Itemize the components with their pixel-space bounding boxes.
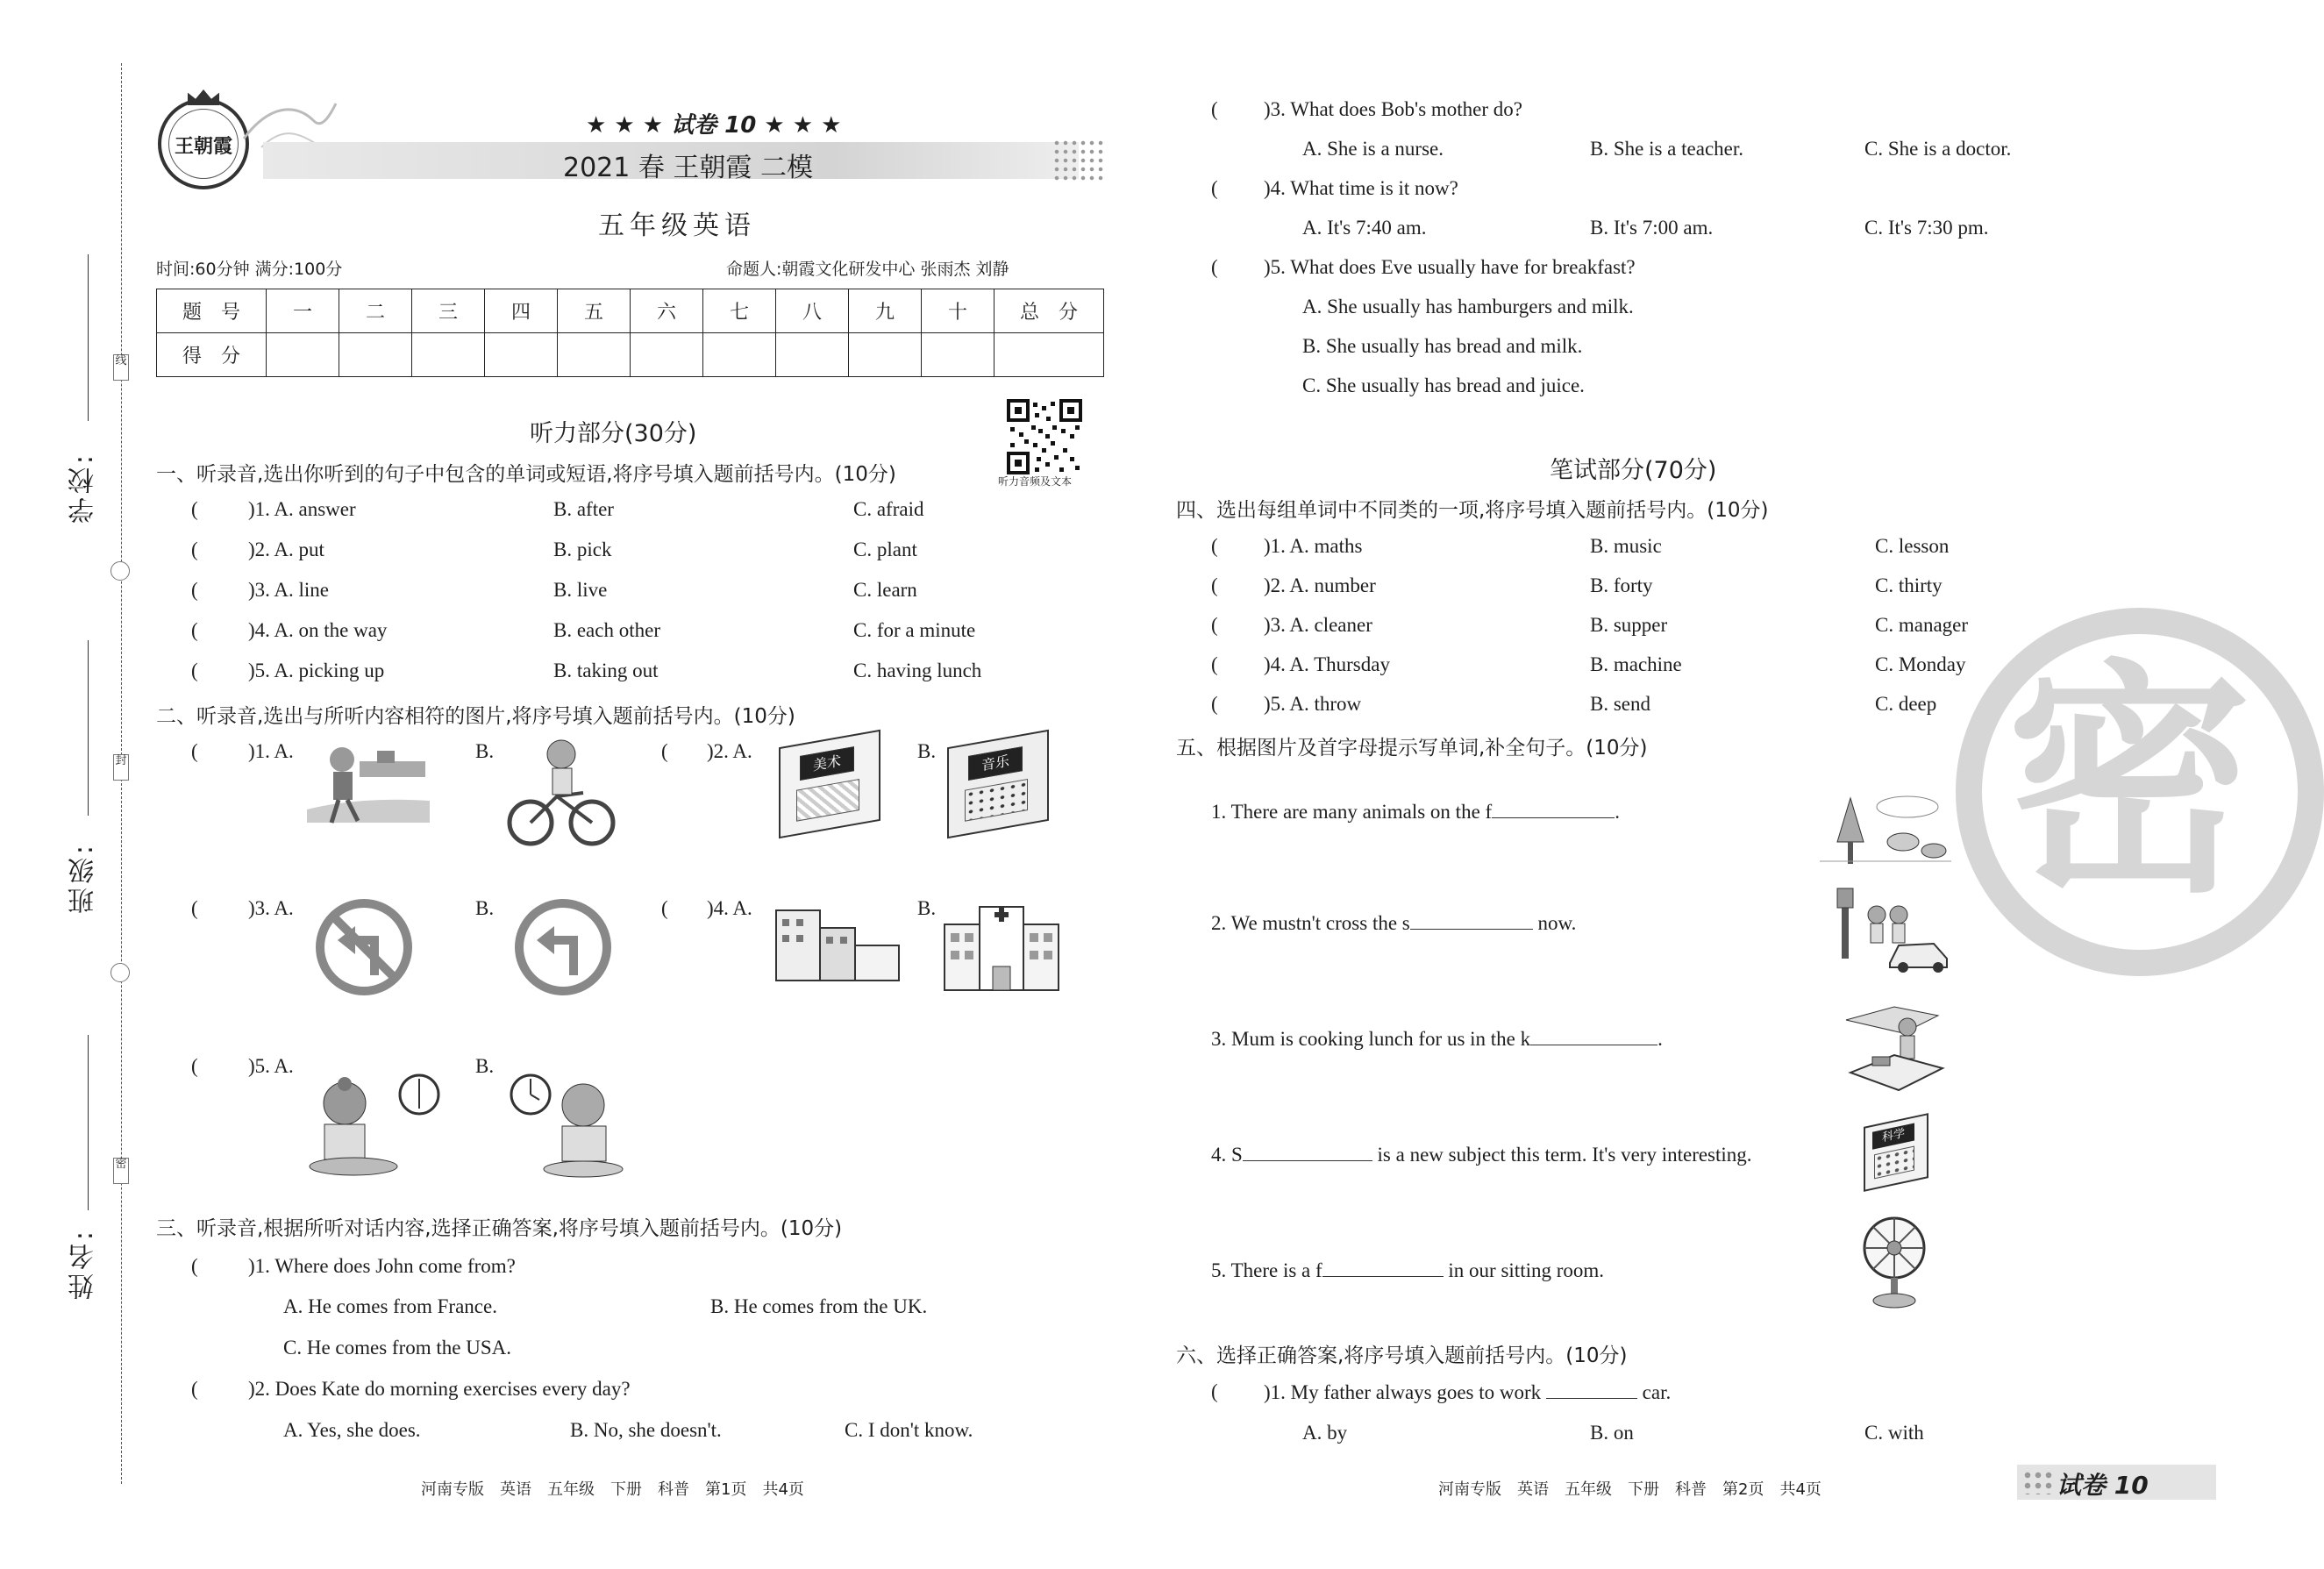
option-c: C. I don't know. <box>845 1419 973 1441</box>
hole-icon <box>110 963 130 982</box>
score-cell[interactable] <box>558 333 631 377</box>
score-col: 八 <box>776 289 849 333</box>
option-a: )2. A. put <box>248 538 324 560</box>
answer-bracket[interactable]: ( <box>1211 535 1218 557</box>
authors: 命题人:朝霞文化研发中心 张雨杰 刘静 <box>726 260 1009 279</box>
sentence-text: 2. We mustn't cross the s <box>1211 912 1410 934</box>
no-left-turn-sign-icon <box>311 895 417 1000</box>
option-a: )3. A. cleaner <box>1264 614 1372 636</box>
option-c: C. She usually has bread and juice. <box>1302 374 1585 396</box>
sentence-text: . <box>1615 801 1620 823</box>
book-label: 音乐 <box>968 746 1023 781</box>
option-a: A. It's 7:40 am. <box>1302 217 1427 239</box>
answer-bracket[interactable]: ( <box>191 897 198 919</box>
writing-title: 笔试部分(70分) <box>1550 457 1717 484</box>
kitchen-picture <box>1842 1002 1947 1095</box>
option-a: )3. A. line <box>248 579 329 601</box>
sentence-5 <box>1211 1259 1604 1282</box>
option-c: C. Monday <box>1875 653 1966 675</box>
street-crossing-picture <box>1837 884 1951 972</box>
option-a: A. He comes from France. <box>283 1295 497 1317</box>
secret-stamp <box>1956 608 2324 976</box>
answer-bracket[interactable]: ( <box>191 660 198 681</box>
q-label: )2. A. <box>707 740 752 762</box>
score-row-label: 得 分 <box>157 333 267 377</box>
answer-blank[interactable] <box>1322 1259 1444 1277</box>
name-underline <box>88 1035 89 1210</box>
logo-text: 王朝霞 <box>174 135 232 158</box>
question-text: car. <box>1642 1381 1672 1403</box>
option-b: B. She usually has bread and milk. <box>1302 335 1583 357</box>
option-a: A. by <box>1302 1422 1348 1444</box>
answer-bracket[interactable]: ( <box>191 538 198 560</box>
score-col: 九 <box>849 289 922 333</box>
question-text: )1. Where does John come from? <box>248 1255 516 1277</box>
answer-bracket[interactable]: ( <box>191 1255 198 1277</box>
answer-bracket[interactable]: ( <box>191 740 198 762</box>
fan-picture <box>1859 1215 1929 1311</box>
answer-bracket[interactable]: ( <box>191 1378 198 1400</box>
score-col: 四 <box>485 289 558 333</box>
qr-caption: 听力音频及文本 <box>998 475 1073 488</box>
option-b: B. on <box>1590 1422 1634 1444</box>
footer-tag-dots <box>2022 1470 2052 1494</box>
q-label: )5. A. <box>248 1055 294 1077</box>
option-a: )1. A. maths <box>1264 535 1363 557</box>
score-col: 一 <box>267 289 339 333</box>
option-c: C. She is a doctor. <box>1864 138 2012 160</box>
section-2-title: 二、听录音,选出与所听内容相符的图片,将序号填入题前括号内。(10分) <box>156 705 795 728</box>
answer-bracket[interactable]: ( <box>191 579 198 601</box>
section-3-title: 三、听录音,根据所听对话内容,选择正确答案,将序号填入题前括号内。(10分) <box>156 1217 843 1240</box>
score-cell[interactable] <box>703 333 776 377</box>
score-cell[interactable] <box>922 333 994 377</box>
sentence-3 <box>1211 1027 1663 1051</box>
option-b-label: B. <box>475 740 495 762</box>
answer-bracket[interactable]: ( <box>1211 653 1218 675</box>
answer-bracket[interactable]: ( <box>1211 614 1218 636</box>
question-1 <box>1264 1380 1671 1404</box>
option-b: B. supper <box>1590 614 1668 636</box>
sentence-text: in our sitting room. <box>1448 1259 1605 1281</box>
exam-title: 2021 春 王朝霞 二模 <box>563 153 813 183</box>
option-a: A. Yes, she does. <box>283 1419 421 1441</box>
score-col: 十 <box>922 289 994 333</box>
score-col: 七 <box>703 289 776 333</box>
sentence-1 <box>1211 800 1620 824</box>
sentence-text: 4. S <box>1211 1144 1243 1166</box>
option-c: C. deep <box>1875 693 1937 715</box>
science-book-picture <box>1864 1113 1928 1192</box>
score-table <box>156 289 1104 377</box>
section-5-title: 五、根据图片及首字母提示写单词,补全句子。(10分) <box>1176 737 1648 760</box>
answer-blank[interactable] <box>1530 1027 1657 1045</box>
score-cell[interactable] <box>485 333 558 377</box>
option-b: B. She is a teacher. <box>1590 138 1744 160</box>
option-b: B. each other <box>553 619 660 641</box>
banner-dots <box>1052 139 1105 182</box>
question-text: )1. My father always goes to work <box>1264 1381 1542 1403</box>
option-b: B. pick <box>553 538 612 560</box>
answer-bracket[interactable]: ( <box>1211 1380 1218 1402</box>
answer-bracket[interactable]: ( <box>661 740 668 762</box>
buildings-picture <box>772 893 903 989</box>
q-label: )4. A. <box>707 897 752 919</box>
book-label: 美术 <box>800 746 854 781</box>
option-b: B. machine <box>1590 653 1682 675</box>
section-4-title: 四、选出每组单词中不同类的一项,将序号填入题前括号内。(10分) <box>1176 499 1769 522</box>
q-label: )1. A. <box>248 740 294 762</box>
score-col-total: 总 分 <box>994 289 1104 333</box>
sentence-text: 1. There are many animals on the f <box>1211 801 1493 823</box>
option-c: C. lesson <box>1875 535 1950 557</box>
option-b: B. forty <box>1590 574 1653 596</box>
score-cell[interactable] <box>631 333 703 377</box>
class-label: 班级: <box>68 842 99 915</box>
sentence-text: . <box>1657 1028 1663 1050</box>
qr-code <box>1007 399 1082 474</box>
question-text: )4. What time is it now? <box>1264 177 1458 199</box>
option-a: )1. A. answer <box>248 498 356 520</box>
option-a: )5. A. throw <box>1264 693 1362 715</box>
boy-eating-clock-picture <box>504 1068 645 1187</box>
logo-crown-icon <box>188 89 219 105</box>
option-b: B. music <box>1590 535 1662 557</box>
stamp-text: 密 <box>2007 640 2252 926</box>
hospital-picture <box>940 898 1063 995</box>
walking-girl-picture <box>307 735 430 831</box>
question-text: )5. What does Eve usually have for breakfast? <box>1264 256 1636 278</box>
margin-feng: 封 <box>113 754 129 781</box>
sentence-text: is a new subject this term. It's very interesting. <box>1377 1144 1752 1166</box>
sentence-4 <box>1211 1143 1752 1166</box>
turn-left-sign-icon <box>510 895 616 1000</box>
score-cell[interactable] <box>994 333 1104 377</box>
option-a: )2. A. number <box>1264 574 1376 596</box>
answer-bracket[interactable]: ( <box>1211 177 1218 199</box>
answer-bracket[interactable]: ( <box>191 498 198 520</box>
score-col-header: 题 号 <box>157 289 267 333</box>
class-underline <box>88 640 89 816</box>
margin-mi: 密 <box>113 1158 129 1184</box>
option-c: C. learn <box>853 579 917 601</box>
option-c: C. He comes from the USA. <box>283 1337 511 1359</box>
section-1-title: 一、听录音,选出你听到的句子中包含的单词或短语,将序号填入题前括号内。(10分) <box>156 463 896 486</box>
question-text: )2. Does Kate do morning exercises every day? <box>248 1378 631 1400</box>
option-b-label: B. <box>475 1055 495 1077</box>
option-b: B. after <box>553 498 614 520</box>
school-label: 学校: <box>68 452 99 524</box>
answer-blank[interactable] <box>1410 911 1533 930</box>
book-label: 科学 <box>1872 1123 1914 1150</box>
option-c: C. thirty <box>1875 574 1943 596</box>
bike-girl-picture <box>504 735 618 849</box>
score-cell[interactable] <box>776 333 849 377</box>
option-b: B. live <box>553 579 608 601</box>
time-score: 时间:60分钟 满分:100分 <box>156 260 343 279</box>
option-a: A. She is a nurse. <box>1302 138 1444 160</box>
score-cell[interactable] <box>339 333 412 377</box>
music-book-picture <box>947 730 1049 838</box>
option-c: C. plant <box>853 538 917 560</box>
option-b: B. He comes from the UK. <box>710 1295 928 1317</box>
listening-title: 听力部分(30分) <box>530 420 697 447</box>
sentence-text: now. <box>1537 912 1577 934</box>
option-b: B. It's 7:00 am. <box>1590 217 1714 239</box>
option-c: C. manager <box>1875 614 1969 636</box>
option-a: )4. A. on the way <box>248 619 388 641</box>
answer-bracket[interactable]: ( <box>191 1055 198 1077</box>
option-b-label: B. <box>917 740 937 762</box>
answer-blank[interactable] <box>1243 1143 1372 1161</box>
sentence-2 <box>1211 911 1576 935</box>
option-a: )5. A. picking up <box>248 660 385 681</box>
footer-tag: 试卷 10 <box>2057 1471 2149 1500</box>
answer-bracket[interactable]: ( <box>1211 574 1218 596</box>
answer-bracket[interactable]: ( <box>661 897 668 919</box>
art-book-picture <box>779 730 880 838</box>
section-6-title: 六、选择正确答案,将序号填入题前括号内。(10分) <box>1176 1344 1628 1367</box>
option-b-label: B. <box>917 897 937 919</box>
answer-bracket[interactable]: ( <box>1211 256 1218 278</box>
score-cell[interactable] <box>412 333 485 377</box>
school-underline <box>88 254 89 421</box>
name-label: 姓名: <box>68 1228 99 1301</box>
farm-picture <box>1820 781 1951 868</box>
option-b-label: B. <box>475 897 495 919</box>
margin-xian: 线 <box>113 354 129 381</box>
option-c: C. It's 7:30 pm. <box>1864 217 1989 239</box>
option-c: C. afraid <box>853 498 924 520</box>
answer-bracket[interactable]: ( <box>1211 98 1218 120</box>
score-cell[interactable] <box>849 333 922 377</box>
girl-reading-clock-picture <box>305 1068 446 1187</box>
option-b: B. taking out <box>553 660 659 681</box>
score-cell[interactable] <box>267 333 339 377</box>
option-a: )4. A. Thursday <box>1264 653 1390 675</box>
option-a: A. She usually has hamburgers and milk. <box>1302 296 1634 317</box>
option-b: B. No, she doesn't. <box>570 1419 722 1441</box>
answer-bracket[interactable]: ( <box>1211 693 1218 715</box>
question-text: )3. What does Bob's mother do? <box>1264 98 1523 120</box>
paper-badge: ★ ★ ★ 试卷 10 ★ ★ ★ <box>586 112 842 139</box>
score-col: 三 <box>412 289 485 333</box>
hole-icon <box>110 561 130 581</box>
answer-blank[interactable] <box>1492 800 1615 818</box>
q-label: )3. A. <box>248 897 294 919</box>
option-b: B. send <box>1590 693 1650 715</box>
option-c: C. for a minute <box>853 619 976 641</box>
answer-bracket[interactable]: ( <box>191 619 198 641</box>
sentence-text: 3. Mum is cooking lunch for us in the k <box>1211 1028 1531 1050</box>
score-col: 二 <box>339 289 412 333</box>
footer-right: 河南专版 英语 五年级 下册 科普 第2页 共4页 <box>1438 1480 1821 1499</box>
option-c: C. with <box>1864 1422 1924 1444</box>
score-col: 五 <box>558 289 631 333</box>
answer-blank[interactable] <box>1546 1380 1637 1399</box>
option-c: C. having lunch <box>853 660 982 681</box>
sentence-text: 5. There is a f <box>1211 1259 1322 1281</box>
subject-title: 五年级英语 <box>598 210 756 241</box>
footer-left: 河南专版 英语 五年级 下册 科普 第1页 共4页 <box>421 1480 804 1499</box>
score-col: 六 <box>631 289 703 333</box>
